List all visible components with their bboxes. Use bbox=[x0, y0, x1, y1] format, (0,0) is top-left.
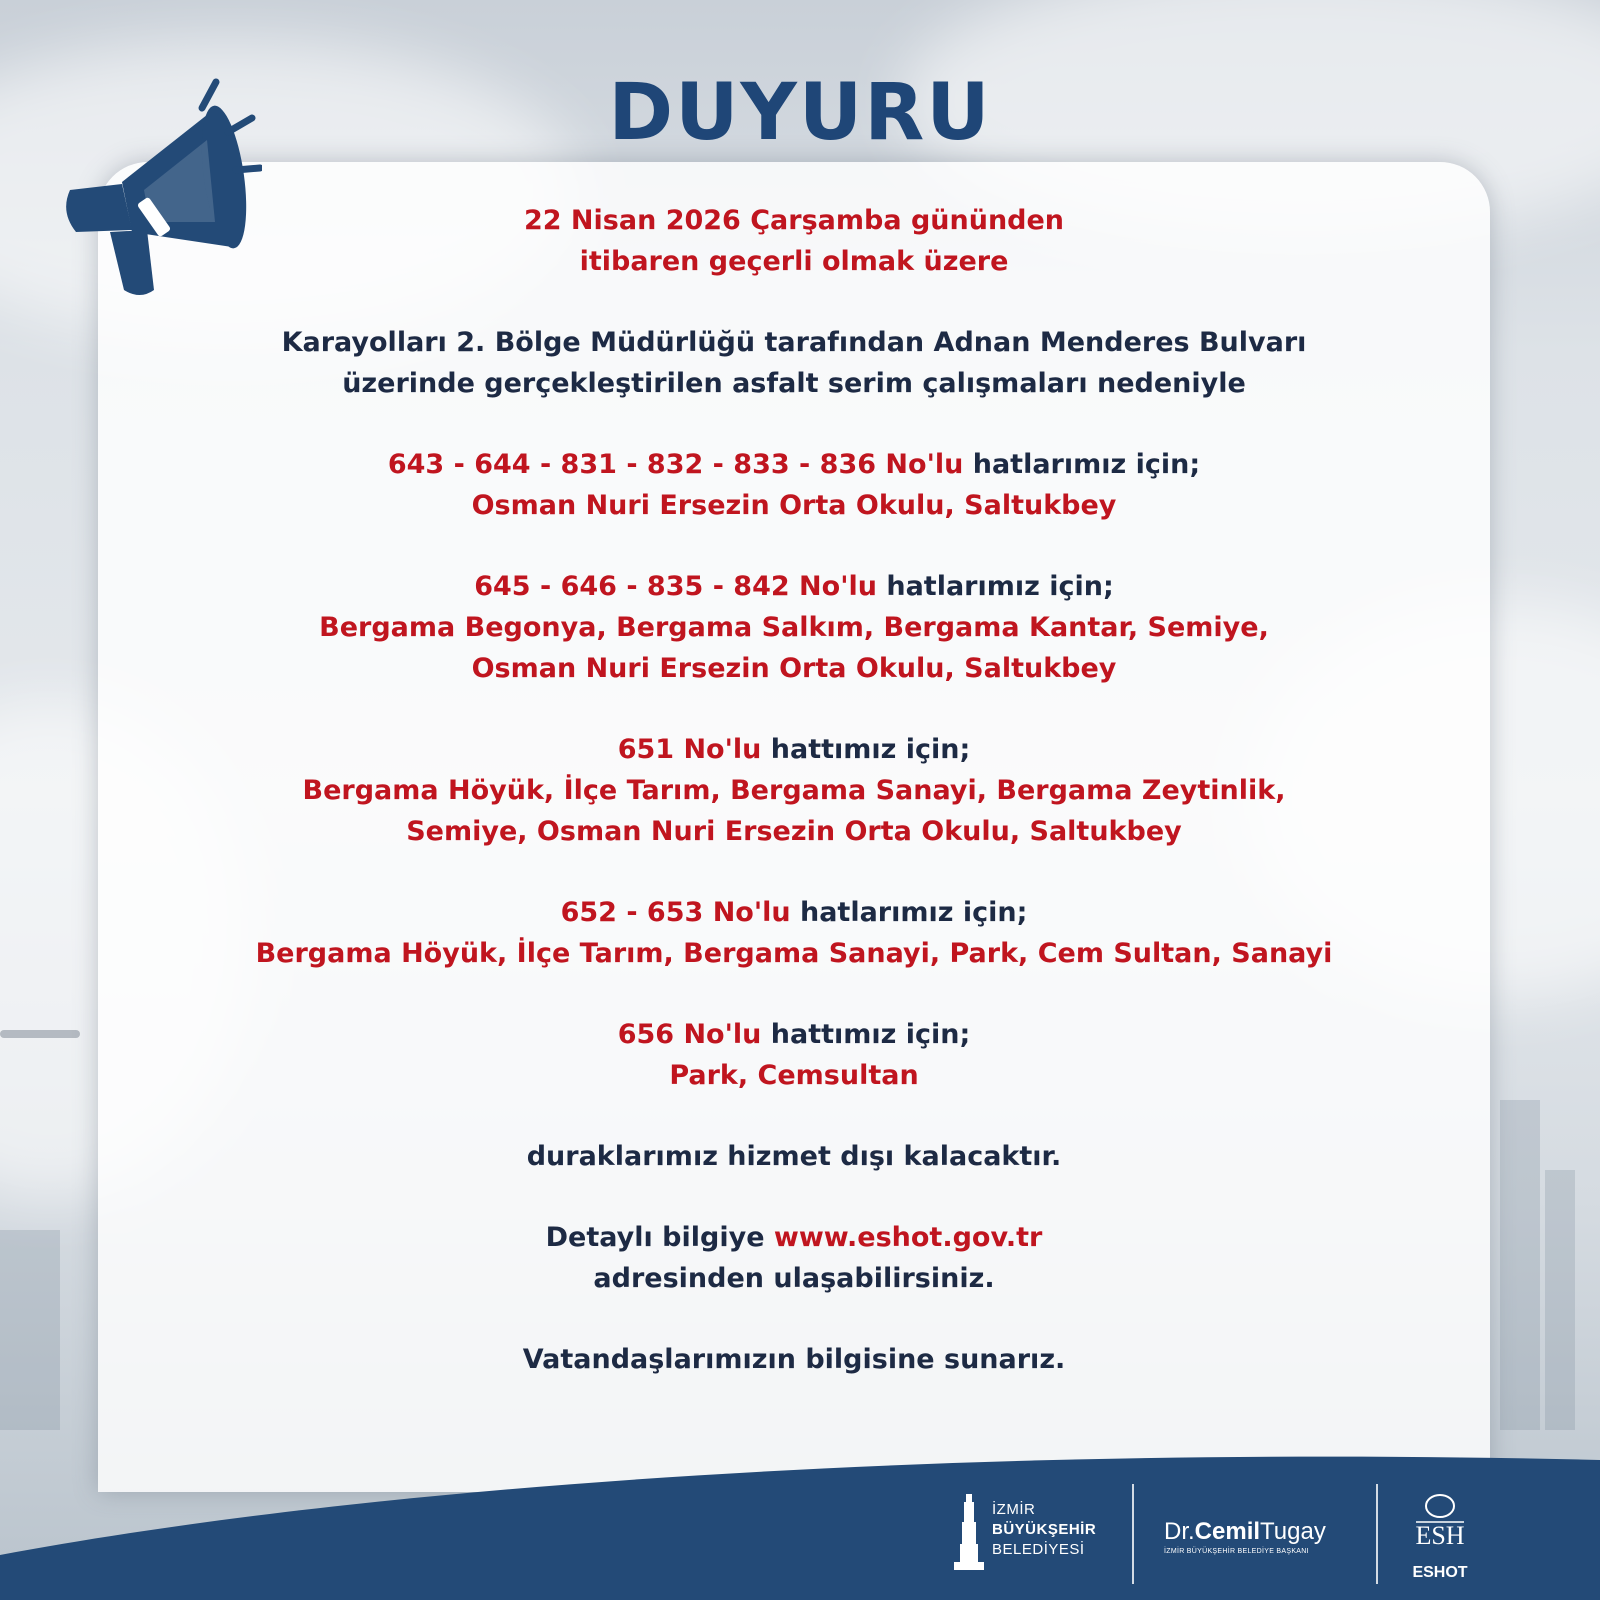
route-suffix: hatlarımız için; bbox=[886, 571, 1114, 602]
mayor-logo bbox=[1164, 1518, 1374, 1555]
clock-tower-icon bbox=[954, 1494, 984, 1572]
page-title: DUYURU bbox=[608, 68, 992, 158]
route-group-1 bbox=[98, 444, 1490, 526]
closing-text bbox=[98, 1136, 1490, 1177]
route-suffix: hatlarımız için; bbox=[972, 449, 1201, 480]
stop-list: Bergama Höyük, İlçe Tarım, Bergama Sanayi, Bergama Zeytinlik, bbox=[302, 775, 1286, 806]
stop-list: Osman Nuri Ersezin Orta Okulu, Saltukbey bbox=[471, 653, 1117, 684]
footer-logos bbox=[900, 1470, 1600, 1600]
eshot-label: ESHOT bbox=[1412, 1564, 1468, 1581]
izmir-line-2: BÜYÜKŞEHİR bbox=[992, 1521, 1097, 1538]
effective-date-line-1: 22 Nisan 2026 Çarşamba gününden bbox=[523, 205, 1065, 236]
route-numbers: 643 - 644 - 831 - 832 - 833 - 836 No'lu bbox=[387, 449, 964, 480]
route-numbers: 652 - 653 No'lu bbox=[560, 897, 791, 928]
closing-line: duraklarımız hizmet dışı kalacaktır. bbox=[526, 1141, 1062, 1172]
eshot-logo bbox=[1398, 1492, 1488, 1592]
effective-date-line-2: itibaren geçerli olmak üzere bbox=[579, 246, 1009, 277]
announcement-body bbox=[98, 200, 1490, 1420]
route-group-2 bbox=[98, 566, 1490, 689]
mayor-first-name: Cemil bbox=[1194, 1518, 1261, 1545]
mayor-last-name: Tugay bbox=[1260, 1518, 1326, 1545]
reason-text bbox=[98, 322, 1490, 404]
route-group-3 bbox=[98, 729, 1490, 852]
website-link[interactable]: www.eshot.gov.tr bbox=[773, 1222, 1043, 1253]
izmir-line-3: BELEDİYESİ bbox=[992, 1541, 1085, 1558]
eshot-mark: ESH bbox=[1415, 1521, 1465, 1550]
mayor-subtitle: İZMİR BÜYÜKŞEHİR BELEDİYE BAŞKANI bbox=[1164, 1548, 1309, 1555]
stop-list: Park, Cemsultan bbox=[669, 1060, 919, 1091]
route-suffix: hattımız için; bbox=[770, 1019, 971, 1050]
info-line-2: adresinden ulaşabilirsiniz. bbox=[593, 1263, 995, 1294]
route-numbers: 651 No'lu bbox=[617, 734, 762, 765]
eshot-emblem-icon bbox=[1410, 1492, 1470, 1554]
reason-line-1: Karayolları 2. Bölge Müdürlüğü tarafından Adnan Menderes Bulvarı bbox=[281, 327, 1307, 358]
route-group-4 bbox=[98, 892, 1490, 974]
signoff-line: Vatandaşlarımızın bilgisine sunarız. bbox=[522, 1344, 1066, 1375]
izmir-logo bbox=[954, 1490, 1104, 1590]
signoff-text bbox=[98, 1339, 1490, 1380]
route-group-5 bbox=[98, 1014, 1490, 1096]
effective-date bbox=[98, 200, 1490, 282]
route-suffix: hattımız için; bbox=[770, 734, 971, 765]
stop-list: Semiye, Osman Nuri Ersezin Orta Okulu, Saltukbey bbox=[406, 816, 1182, 847]
logo-divider bbox=[1376, 1484, 1378, 1584]
stop-list: Bergama Begonya, Bergama Salkım, Bergama Kantar, Semiye, bbox=[319, 612, 1269, 643]
route-numbers: 645 - 646 - 835 - 842 No'lu bbox=[474, 571, 877, 602]
mayor-title: Dr. bbox=[1164, 1518, 1195, 1545]
info-prefix: Detaylı bilgiye bbox=[545, 1222, 765, 1253]
logo-divider bbox=[1132, 1484, 1134, 1584]
stop-list: Osman Nuri Ersezin Orta Okulu, Saltukbey bbox=[471, 490, 1117, 521]
route-numbers: 656 No'lu bbox=[617, 1019, 762, 1050]
izmir-line-1: İZMİR bbox=[992, 1501, 1036, 1518]
route-suffix: hatlarımız için; bbox=[799, 897, 1028, 928]
stop-list: Bergama Höyük, İlçe Tarım, Bergama Sanayi, Park, Cem Sultan, Sanayi bbox=[255, 938, 1333, 969]
info-text bbox=[98, 1217, 1490, 1299]
reason-line-2: üzerinde gerçekleştirilen asfalt serim çalışmaları nedeniyle bbox=[342, 368, 1246, 399]
